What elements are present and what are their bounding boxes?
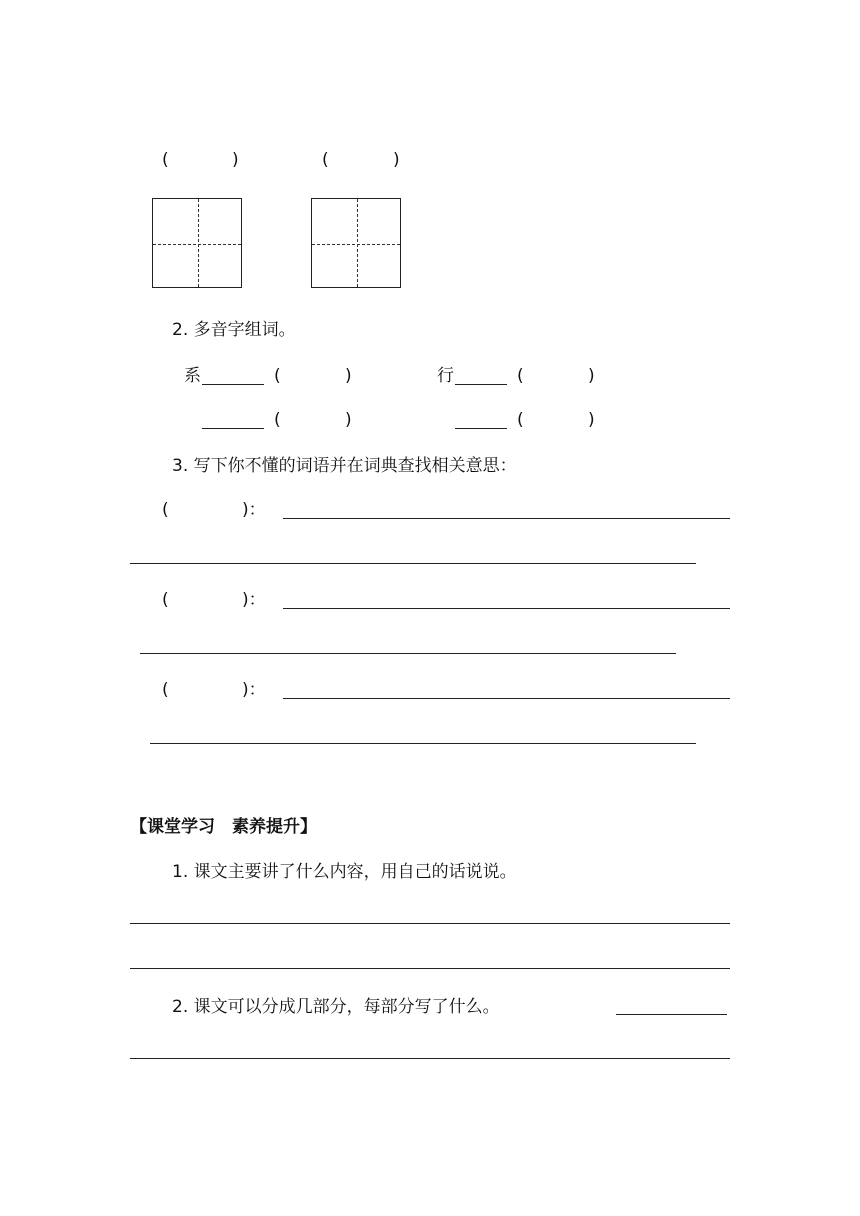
answer-line[interactable] [150, 743, 696, 744]
pinyin-close-4: ) [588, 410, 595, 430]
section-heading: 【课堂学习 素养提升】 [130, 817, 317, 837]
pinyin-close-1: ) [345, 366, 352, 386]
answer-line[interactable] [130, 1058, 730, 1059]
answer-line[interactable] [130, 923, 730, 924]
writing-grid-box-2[interactable] [311, 198, 401, 288]
pinyin-close-2: ) [588, 366, 595, 386]
answer-line[interactable] [283, 608, 730, 609]
vocab-close-3: )： [242, 680, 266, 700]
answer-line[interactable] [130, 563, 696, 564]
q2-title: 2. 多音字组词。 [172, 320, 296, 340]
answer-line[interactable] [130, 968, 730, 969]
grid-dashed-vertical [198, 199, 199, 287]
vocab-open-3: ( [162, 680, 169, 700]
section-q2: 2. 课文可以分成几部分，每部分写了什么。 [172, 997, 500, 1017]
vocab-close-1: )： [242, 500, 266, 520]
pinyin-open-3: ( [274, 410, 281, 430]
paren-close-2: ) [393, 150, 400, 170]
vocab-open-2: ( [162, 590, 169, 610]
answer-line[interactable] [283, 698, 730, 699]
vocab-open-1: ( [162, 500, 169, 520]
polyphone-char-xi: 系 [184, 366, 201, 386]
answer-line[interactable] [283, 518, 730, 519]
word-blank-2[interactable] [455, 366, 507, 385]
paren-open-2: ( [322, 150, 329, 170]
word-blank-3[interactable] [202, 410, 264, 429]
pinyin-open-4: ( [517, 410, 524, 430]
pinyin-close-3: ) [345, 410, 352, 430]
word-blank-4[interactable] [455, 410, 507, 429]
answer-line[interactable] [140, 653, 676, 654]
paren-open-1: ( [162, 150, 169, 170]
pinyin-open-2: ( [517, 366, 524, 386]
vocab-close-2: )： [242, 590, 266, 610]
pinyin-open-1: ( [274, 366, 281, 386]
paren-close-1: ) [232, 150, 239, 170]
q3-title: 3. 写下你不懂的词语并在词典查找相关意思： [172, 456, 517, 476]
grid-dashed-vertical [357, 199, 358, 287]
section-q1: 1. 课文主要讲了什么内容，用自己的话说说。 [172, 862, 517, 882]
writing-grid-box-1[interactable] [152, 198, 242, 288]
word-blank-1[interactable] [202, 366, 264, 385]
grid-dashed-horizontal [312, 244, 400, 245]
polyphone-char-xing: 行 [437, 366, 454, 386]
grid-dashed-horizontal [153, 244, 241, 245]
answer-line[interactable] [616, 1014, 727, 1015]
